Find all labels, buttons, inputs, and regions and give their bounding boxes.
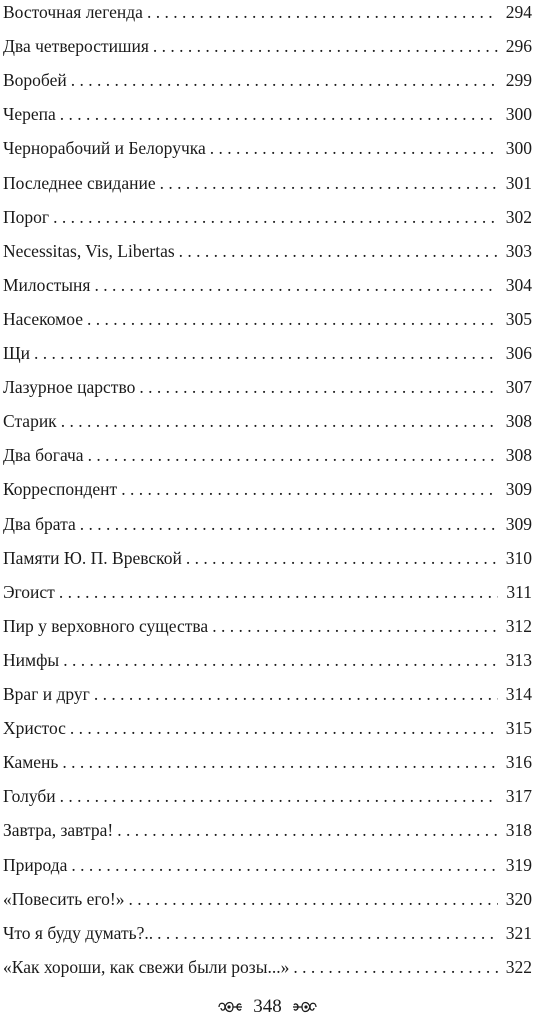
toc-entry <box>3 303 532 329</box>
toc-entry <box>3 0 532 22</box>
toc-entry <box>3 337 532 363</box>
toc-entry-page: 305 <box>498 309 532 329</box>
toc-entry-page: 296 <box>498 36 532 56</box>
toc-entry-page: 322 <box>498 957 532 977</box>
toc-entry-title: Эгоист <box>3 582 59 602</box>
toc-entry <box>3 439 532 465</box>
toc-entry-title: Старик <box>3 411 61 431</box>
toc-entry <box>3 201 532 227</box>
toc-entry <box>3 269 532 295</box>
toc-entry <box>3 610 532 636</box>
dot-leader <box>210 138 498 158</box>
toc-entry-title: Пир у верховного существа <box>3 616 212 636</box>
dot-leader <box>139 377 498 397</box>
toc-entry-title: Что я буду думать?.. <box>3 923 157 943</box>
toc-entry-title: Камень <box>3 752 62 772</box>
toc-entry-title: Христос <box>3 718 70 738</box>
toc-entry-page: 311 <box>498 582 532 602</box>
page-footer <box>0 994 535 1020</box>
dot-leader <box>160 173 498 193</box>
toc-entry-title: Голуби <box>3 786 60 806</box>
toc-entry <box>3 30 532 56</box>
toc-entry-title: «Повесить его!» <box>3 889 128 909</box>
dot-leader <box>34 343 498 363</box>
toc-entry-page: 308 <box>498 445 532 465</box>
toc-entry-title: Воробей <box>3 70 71 90</box>
dot-leader <box>71 855 498 875</box>
toc-entry-title: Два брата <box>3 514 80 534</box>
toc-entry <box>3 951 532 977</box>
floral-ornament-icon <box>215 997 245 1017</box>
dot-leader <box>62 752 498 772</box>
toc-entry-page: 310 <box>498 548 532 568</box>
toc-entry-title: Памяти Ю. П. Вревской <box>3 548 186 568</box>
dot-leader <box>94 684 498 704</box>
dot-leader <box>117 820 498 840</box>
dot-leader <box>61 411 498 431</box>
dot-leader <box>128 889 498 909</box>
toc-entry-title: Насекомое <box>3 309 87 329</box>
toc-entry <box>3 814 532 840</box>
toc-entry-page: 304 <box>498 275 532 295</box>
toc-entry-title: Природа <box>3 855 71 875</box>
toc-entry-page: 319 <box>498 855 532 875</box>
toc-entry <box>3 678 532 704</box>
toc-entry <box>3 542 532 568</box>
toc-entry <box>3 235 532 261</box>
toc-entry-page: 321 <box>498 923 532 943</box>
dot-leader <box>87 309 498 329</box>
toc-entry-page: 300 <box>498 104 532 124</box>
dot-leader <box>60 104 498 124</box>
dot-leader <box>70 718 498 738</box>
toc-entry-page: 312 <box>498 616 532 636</box>
toc-entry-page: 308 <box>498 411 532 431</box>
toc-entry <box>3 167 532 193</box>
dot-leader <box>63 650 498 670</box>
toc-entry-page: 306 <box>498 343 532 363</box>
toc-entry-page: 309 <box>498 514 532 534</box>
toc-entry-page: 314 <box>498 684 532 704</box>
toc-entry <box>3 473 532 499</box>
toc-entry <box>3 64 532 90</box>
toc-entry-title: Корреспондент <box>3 479 121 499</box>
dot-leader <box>186 548 498 568</box>
toc-entry <box>3 712 532 738</box>
toc-entry-title: Чернорабочий и Белоручка <box>3 138 210 158</box>
dot-leader <box>147 2 498 22</box>
toc-entry <box>3 917 532 943</box>
toc-entry-page: 318 <box>498 820 532 840</box>
toc-entry-title: Лазурное царство <box>3 377 139 397</box>
toc-entry-title: Завтра, завтра! <box>3 820 117 840</box>
toc-entry-page: 300 <box>498 138 532 158</box>
dot-leader <box>94 275 498 295</box>
toc-entry-title: Два четверостишия <box>3 36 153 56</box>
toc-entry-title: Два богача <box>3 445 88 465</box>
toc-entry-title: «Как хороши, как свежи были розы...» <box>3 957 293 977</box>
toc-entry-page: 313 <box>498 650 532 670</box>
toc-entry-title: Милостыня <box>3 275 94 295</box>
toc-entry-title: Necessitas, Vis, Libertas <box>3 241 179 261</box>
toc-entry-page: 303 <box>498 241 532 261</box>
dot-leader <box>179 241 498 261</box>
toc-entry <box>3 849 532 875</box>
toc-entry-title: Нимфы <box>3 650 63 670</box>
toc-entry-title: Щи <box>3 343 34 363</box>
dot-leader <box>80 514 498 534</box>
toc-entry <box>3 508 532 534</box>
toc-entry <box>3 883 532 909</box>
toc-entry-page: 307 <box>498 377 532 397</box>
toc-entry <box>3 746 532 772</box>
page-number: 348 <box>253 996 282 1017</box>
floral-ornament-icon <box>290 997 320 1017</box>
dot-leader <box>293 957 498 977</box>
dot-leader <box>212 616 498 636</box>
toc-entry-page: 302 <box>498 207 532 227</box>
toc-entry <box>3 644 532 670</box>
dot-leader <box>71 70 498 90</box>
toc-entry-title: Черепа <box>3 104 60 124</box>
toc-entry-page: 317 <box>498 786 532 806</box>
toc-entry-title: Порог <box>3 207 53 227</box>
toc-entry <box>3 98 532 124</box>
toc-entry-page: 315 <box>498 718 532 738</box>
dot-leader <box>157 923 498 943</box>
toc-entry-page: 301 <box>498 173 532 193</box>
toc-entry <box>3 576 532 602</box>
toc-entry <box>3 371 532 397</box>
toc-entry-title: Восточная легенда <box>3 2 147 22</box>
toc-entry-page: 309 <box>498 479 532 499</box>
toc-entry-page: 320 <box>498 889 532 909</box>
toc-entry-title: Враг и друг <box>3 684 94 704</box>
dot-leader <box>121 479 498 499</box>
dot-leader <box>88 445 498 465</box>
dot-leader <box>153 36 498 56</box>
toc-entry-page: 294 <box>498 2 532 22</box>
toc-entry <box>3 405 532 431</box>
toc-entry <box>3 780 532 806</box>
dot-leader <box>60 786 498 806</box>
toc-entry-page: 299 <box>498 70 532 90</box>
dot-leader <box>53 207 498 227</box>
dot-leader <box>59 582 498 602</box>
toc-entry <box>3 132 532 158</box>
toc-entry-page: 316 <box>498 752 532 772</box>
toc-entry-title: Последнее свидание <box>3 173 160 193</box>
